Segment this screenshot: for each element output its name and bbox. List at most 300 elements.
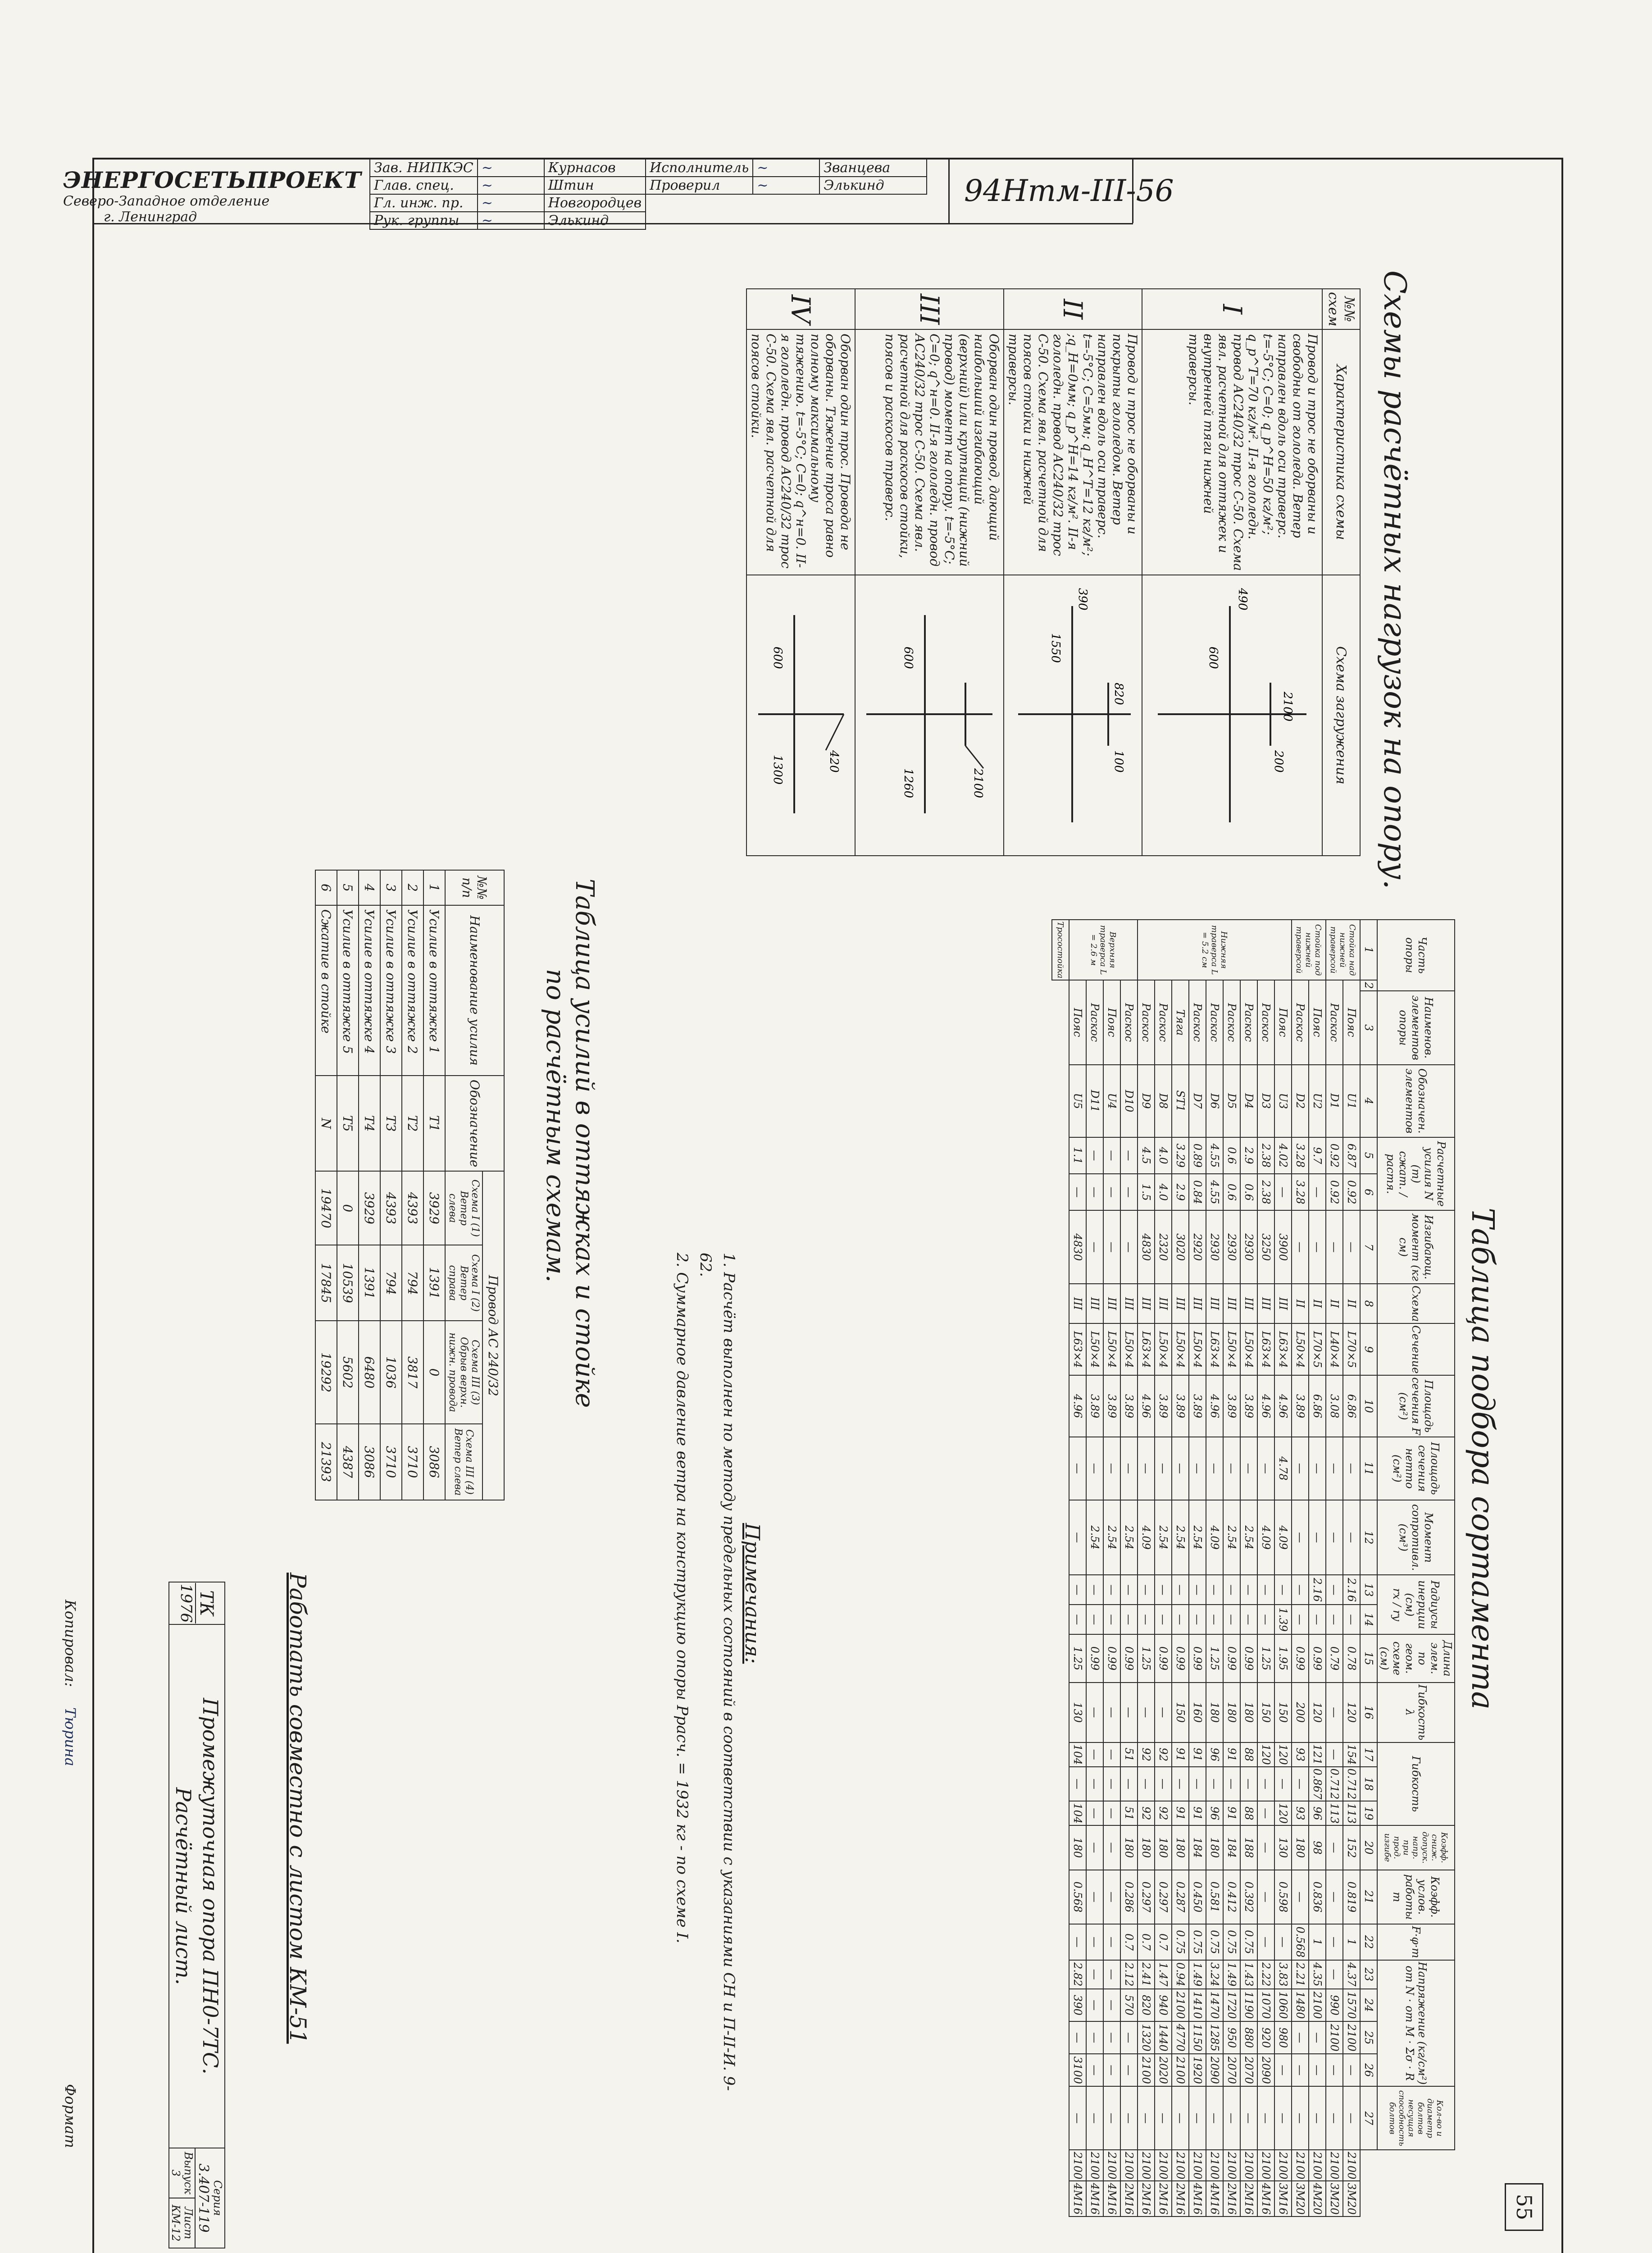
table-cell: 2070 [1223,2054,1240,2086]
table-cell: 0.568 [1069,1870,1086,1925]
table-cell: 0.99 [1309,1634,1326,1682]
table-cell: 2М16 [1138,2181,1155,2217]
col-load: Схема загружения [1322,575,1360,856]
table-cell: 184 [1223,1825,1240,1870]
table-row [402,870,423,1500]
table-cell: 1720 [1223,1989,1240,2021]
table-cell: — [1343,2086,1360,2150]
table-cell: 0.297 [1138,1870,1155,1925]
table-cell: — [1120,1605,1138,1634]
table-cell: 2.54 [1120,1500,1138,1575]
table-cell: 188 [1240,1825,1257,1870]
table-cell: 2.41 [1138,1960,1155,1989]
title-block [168,1582,225,2248]
table-cell: 2100 [1069,2150,1086,2181]
table-cell: 3929 [359,1171,380,1245]
table-cell: 1920 [1189,2054,1206,2086]
table-cell: 3100 [1069,2054,1086,2086]
table-cell: 4387 [337,1424,359,1500]
table-cell: — [1138,2086,1155,2150]
table-cell: — [1257,1825,1274,1870]
h-force-label: Расчетные усилия N (т) [1410,1141,1447,1207]
table-cell: — [1223,1605,1240,1634]
table-cell: 3.08 [1326,1375,1343,1437]
table-cell: L50×4 [1240,1323,1257,1375]
h-section: Сечение [1377,1323,1455,1375]
table-cell: U2 [1309,1065,1326,1137]
table-cell: 2.16 [1309,1575,1326,1605]
table-cell: 4М16 [1189,2181,1206,2217]
table-cell: — [1326,1500,1343,1575]
table-cell: 4.09 [1257,1500,1274,1575]
table-cell: — [1240,1575,1257,1605]
table-cell: 4.35 [1309,1960,1326,1989]
table-cell: — [1155,1683,1172,1742]
table-cell: 2100 [1257,2150,1274,2181]
table-cell: 0.94 [1172,1960,1189,1989]
table-cell: 0.450 [1189,1870,1206,1925]
table-cell: — [1189,2086,1206,2150]
table-cell: D3 [1257,1065,1274,1137]
table-cell: — [1155,1575,1172,1605]
table-cell: 4.96 [1138,1375,1155,1437]
table-cell: — [1172,2086,1189,2150]
stamp-bottom-line [92,223,1133,224]
table-cell: — [1086,1137,1103,1174]
table-cell: — [1120,1767,1138,1801]
notes-block [670,1253,764,2109]
table-cell: 0.867 [1309,1767,1326,1801]
table-cell: — [1103,1174,1120,1210]
table-cell: L50×4 [1103,1323,1120,1375]
table-cell: 104 [1069,1801,1086,1825]
stamp-role: Глав. спец. [370,177,478,194]
dim-label: 2100 [1281,691,1294,722]
table-cell: 390 [1069,1989,1086,2021]
table-cell: 17845 [315,1245,337,1321]
table-cell: 2100 [1309,2150,1326,2181]
stamp-name: Элькинд [544,212,646,229]
copied-block [62,1600,79,2253]
fh-name: Наименование усилия [445,905,504,1076]
stamp-role2: Исполнитель [646,159,753,177]
table-cell: Раскос [1206,980,1223,1065]
index-cell: 4 [1360,1065,1377,1137]
table-cell: — [1326,1210,1343,1284]
table-cell: — [1138,1437,1155,1500]
dim-label: 420 [827,750,841,773]
table-cell: 1320 [1138,2021,1155,2054]
table-cell: III [1206,1284,1223,1323]
table-cell: 113 [1326,1801,1343,1825]
index-row [1360,920,1377,2217]
fh-col: Схема I (1) Ветер слева [445,1171,482,1245]
table-cell: 0.75 [1189,1924,1206,1960]
table-cell: 6.86 [1343,1375,1360,1437]
table-cell: 1 [423,870,445,905]
table-cell: — [1223,1575,1240,1605]
h-fm: F·φ·m [1377,1924,1455,1960]
table-cell: — [1103,2021,1120,2054]
forces-table [315,870,505,1500]
notes-title: Примечания: [741,1523,764,1664]
table-cell: 184 [1189,1825,1206,1870]
table-row [380,870,402,1500]
h-st-sum: Σσ [1403,2047,1416,2062]
scheme-no: I [1142,289,1322,329]
table-cell: 5602 [337,1321,359,1424]
table-cell: — [1257,1767,1274,1801]
table-cell: — [1206,2086,1223,2150]
table-row [1069,920,1086,2217]
table-cell: — [1086,1801,1103,1825]
table-cell: 3.29 [1172,1137,1189,1174]
table-cell: 2920 [1189,1210,1206,1284]
table-row [1052,920,1069,2217]
table-cell: 4.55 [1206,1174,1223,1210]
table-cell: Усилие в оттяжке 1 [423,905,445,1076]
table-cell: L63×4 [1206,1323,1223,1375]
table-cell: 0.99 [1189,1634,1206,1682]
table-cell: 4.09 [1138,1500,1155,1575]
table-cell: 180 [1223,1683,1240,1742]
table-cell: — [1069,1767,1086,1801]
scheme-diagram [746,575,855,856]
table-cell: 3.28 [1292,1174,1309,1210]
table-cell: 0.99 [1086,1634,1103,1682]
table-cell: 2100 [1172,2054,1189,2086]
scheme-desc: Провод и трос не оборваны и покрыты гололедом. Ветер направлен вдоль оси траверс. t=-5°C; C=5мм; q_H^T=12 кг/м²; ;q_H=0мм; q_p^H=14 кг/м². II-я гололедн. провод АС240/32 трос С-50. Схема явл. расчетной для поясов стойки и нижней траверсы. [1004,329,1142,575]
table-cell: 0.99 [1155,1634,1172,1682]
schemes-table [746,288,1361,856]
table-cell: 0.78 [1343,1634,1360,1682]
table-cell: Усилие в оттяжке 4 [359,905,380,1076]
dim-label: 1260 [901,768,915,798]
table-cell: 120 [1343,1683,1360,1742]
table-cell: 3 [380,870,402,905]
table-cell: 4М16 [1086,2181,1103,2217]
index-cell: 10 [1360,1375,1377,1437]
table-cell: 2.9 [1240,1137,1257,1174]
table-cell: — [1326,2086,1343,2150]
table-cell: — [1086,1683,1103,1742]
table-cell: 1.25 [1138,1634,1155,1682]
table-cell: 0.412 [1223,1870,1240,1925]
table-row [1189,920,1206,2217]
org-block [63,167,361,225]
dim-label: 600 [771,646,784,669]
table-cell: 2.54 [1155,1500,1172,1575]
table-cell: D5 [1223,1065,1240,1137]
dim-label: 100 [1112,750,1125,773]
table-cell: 2.82 [1069,1960,1086,1989]
table-cell: 4393 [380,1171,402,1245]
table-cell: 1 [1343,1924,1360,1960]
selection-title: Таблица подбора сортамента [1465,1208,1500,1710]
table-cell: 113 [1343,1801,1360,1825]
table-cell: L70×5 [1343,1323,1360,1375]
index-cell: 1 [1360,920,1377,980]
table-cell: Пояс [1069,980,1086,1065]
table-cell: 0.836 [1309,1870,1326,1925]
h-stress-label: Напряжение (кг/см²) [1416,1961,1429,2085]
table-cell: — [1120,1137,1138,1174]
table-cell: 3250 [1257,1210,1274,1284]
table-cell: Тяга [1172,980,1189,1065]
table-cell: III [1189,1284,1206,1323]
table-cell: — [1343,1437,1360,1500]
table-cell: — [1103,2054,1120,2086]
table-cell: 4393 [402,1171,423,1245]
table-cell: — [1086,1605,1103,1634]
table-cell: 1470 [1206,1989,1223,2021]
table-cell: — [1343,1605,1360,1634]
table-cell: 820 [1138,1989,1155,2021]
index-cell: 15 [1360,1634,1377,1682]
table-cell: — [1138,1767,1155,1801]
table-cell: 0.568 [1292,1924,1309,1960]
table-cell: Раскос [1223,980,1240,1065]
table-cell: III [1086,1284,1103,1323]
stamp-role: Зав. НИПКЭС [370,159,478,177]
table-cell: 1391 [359,1245,380,1321]
table-cell: 0.99 [1103,1634,1120,1682]
table-cell: 2М16 [1223,2181,1240,2217]
table-cell: — [1189,1605,1206,1634]
table-cell: — [1086,1825,1103,1870]
table-cell: — [1120,1437,1138,1500]
table-cell: II [1326,1284,1343,1323]
table-cell: 130 [1069,1683,1086,1742]
table-cell: — [1292,1500,1309,1575]
table-cell: 92 [1138,1742,1155,1767]
table-cell: 21393 [315,1424,337,1500]
series-label: Серия [211,2180,224,2216]
table-cell: — [1120,2054,1138,2086]
table-row [1274,920,1292,2217]
table-cell: 2.16 [1343,1575,1360,1605]
table-cell: 3020 [1172,1210,1189,1284]
fh-wire: Провод АС 240/32 [482,1171,504,1500]
table-cell: 4.96 [1206,1375,1223,1437]
stamp-name: Новгородцев [544,194,646,212]
table-cell: — [1103,1960,1120,1989]
table-row [1206,920,1223,2217]
table-cell: 1285 [1206,2021,1223,2054]
h-bolts-cap: несущая способность болтов [1388,2090,1416,2146]
table-cell: 3.89 [1172,1375,1189,1437]
table-row [1240,920,1257,2217]
table-cell: Раскос [1326,980,1343,1065]
table-cell: 950 [1223,2021,1240,2054]
table-cell: — [1309,2021,1326,2054]
h-rx: rx [1391,1588,1403,1600]
table-cell: 4.37 [1343,1960,1360,1989]
table-row [1103,920,1120,2217]
table-cell: II [1343,1284,1360,1323]
table-cell: 794 [380,1245,402,1321]
table-cell: 5 [337,870,359,905]
table-cell: III [1138,1284,1155,1323]
table-cell: 880 [1240,2021,1257,2054]
table-cell: 0.99 [1172,1634,1189,1682]
table-cell: 4М16 [1069,2181,1086,2217]
table-cell: 1070 [1257,1989,1274,2021]
h-ry: ry [1391,1610,1403,1621]
scheme-no: IV [746,289,855,329]
table-cell: — [1103,1767,1120,1801]
table-cell: 160 [1189,1683,1206,1742]
table-cell: 0.89 [1189,1137,1206,1174]
table-cell: 0.819 [1343,1870,1360,1925]
h-bolts-label: Кол-во и диаметр болтов [1416,2098,1444,2138]
table-cell: 154 [1343,1742,1360,1767]
table-cell: — [1274,1767,1292,1801]
index-cell: 25 [1360,2021,1377,2054]
table-cell: 2.54 [1172,1500,1189,1575]
index-cell: 17 [1360,1742,1377,1767]
table-cell: — [1292,1870,1309,1925]
org-sub1: Северо-Западное отделение [63,193,270,209]
table-cell: 98 [1309,1825,1326,1870]
sheet-title [169,1624,225,2148]
table-cell: Раскос [1292,980,1309,1065]
sheet: КМ-12 [169,2204,182,2242]
table-cell: — [1292,1767,1309,1801]
table-cell: U5 [1069,1065,1086,1137]
table-cell: 0.7 [1138,1924,1155,1960]
table-cell: Раскос [1189,980,1206,1065]
forces-body [315,870,445,1500]
table-cell: — [1240,2086,1257,2150]
h-moment: Изгибающ. момент (кг см) [1377,1210,1455,1284]
table-cell: 0.79 [1326,1634,1343,1682]
scheme-desc: Оборван один провод, дающий наибольший изгибающий (верхний) или крутящий (нижний провод) момент на опору. t=-5°C; C=0; q^н=0. II-я гололедн. провод АС240/32 трос С-50. Схема явл. расчетной для раскосов стойки, поясов и раскосов траверс. [855,329,1004,575]
table-cell: 92 [1155,1742,1172,1767]
table-cell: 3817 [402,1321,423,1424]
work-note [285,1573,311,2044]
table-cell: 1.95 [1274,1634,1292,1682]
table-cell: 2.22 [1257,1960,1274,1989]
table-cell: 150 [1274,1683,1292,1742]
table-cell: L70×5 [1309,1323,1326,1375]
table-cell: — [1309,2086,1326,2150]
table-cell: 3900 [1274,1210,1292,1284]
page-number: 55 [1505,2183,1543,2231]
table-cell: 19292 [315,1321,337,1424]
table-cell: 0.99 [1240,1634,1257,1682]
table-cell: 180 [1138,1825,1155,1870]
table-cell: Усилие в оттяжке 2 [402,905,423,1076]
table-cell: 3086 [423,1424,445,1500]
table-cell: Раскос [1138,980,1155,1065]
table-cell: U4 [1103,1065,1120,1137]
table-cell: — [1086,1174,1103,1210]
table-cell: — [1120,1683,1138,1742]
table-cell: 6.87 [1343,1137,1360,1174]
table-cell: — [1257,1870,1274,1925]
table-cell: — [1086,1742,1103,1767]
scheme-no: III [855,289,1004,329]
stamp-name: Курнасов [544,159,646,177]
table-cell: T4 [359,1076,380,1171]
table-cell: 0.99 [1292,1634,1309,1682]
h-flex: Гибкость [1377,1742,1455,1825]
table-cell: — [1326,1742,1343,1767]
dim-label: 390 [1076,588,1089,611]
h-coef-cmp: Коэфф. сниж. допуск. напр. при прод. изгибе [1377,1825,1455,1870]
table-cell: 1.25 [1206,1634,1223,1682]
series: 3.407-119 [196,2163,212,2233]
table-cell: U3 [1274,1065,1292,1137]
table-cell: 1410 [1189,1989,1206,2021]
table-cell: 2100 [1172,2150,1189,2181]
table-cell: — [1172,1575,1189,1605]
selection-body [1052,920,1360,2217]
table-cell: 3.89 [1292,1375,1309,1437]
table-cell: 2М16 [1240,2181,1257,2217]
table-cell: 180 [1240,1683,1257,1742]
table-cell: — [1069,1174,1086,1210]
table-cell: II [1309,1284,1326,1323]
table-cell: — [1069,1437,1086,1500]
table-cell: — [1103,2086,1120,2150]
part-cell: Тросостойка [1052,920,1069,980]
table-cell: 4.96 [1274,1375,1292,1437]
table-cell: 0.598 [1274,1870,1292,1925]
table-cell: — [1189,1767,1206,1801]
table-cell: 0.92 [1326,1174,1343,1210]
dim-label: 1300 [771,754,784,785]
h-stress: Напряжение (кг/см²) от N · от M · Σσ · R [1377,1960,1455,2087]
h-bolts [1377,2086,1455,2150]
table-cell: 2.9 [1172,1174,1189,1210]
table-cell: — [1086,2021,1103,2054]
table-cell: — [1086,1210,1103,1284]
table-cell: 4.02 [1274,1137,1292,1174]
table-cell: — [1240,1437,1257,1500]
table-cell: — [1292,2086,1309,2150]
table-cell: 2.38 [1257,1174,1274,1210]
note-2: 2. Суммарное давление ветра на конструкцию опоры Ррасч. = 1932 кг - по схеме I. [673,1253,691,1943]
table-cell: — [1069,2086,1086,2150]
table-cell: III [1155,1284,1172,1323]
table-cell: — [1189,1437,1206,1500]
table-cell: 2100 [1223,2150,1240,2181]
table-cell: — [1309,1437,1326,1500]
table-cell: 0.712 [1326,1767,1343,1801]
table-cell: 2100 [1155,2150,1172,2181]
table-cell: — [1103,1742,1120,1767]
table-cell: 2100 [1120,2150,1138,2181]
table-cell: 1190 [1240,1989,1257,2021]
table-cell: 570 [1120,1989,1138,2021]
table-cell: 4770 [1172,2021,1189,2054]
table-cell: 4.09 [1206,1500,1223,1575]
table-cell: — [1103,1137,1120,1174]
table-cell: — [1326,1825,1343,1870]
table-cell: 2М16 [1172,2181,1189,2217]
index-cell: 26 [1360,2054,1377,2086]
table-cell: 1.47 [1155,1960,1172,1989]
table-cell: 2100 [1138,2054,1155,2086]
h-part: Часть опоры [1377,920,1455,991]
table-cell: — [1240,1605,1257,1634]
table-cell: 93 [1292,1801,1309,1825]
index-cell: 22 [1360,1924,1377,1960]
h-force-comp: сжат. [1397,1151,1410,1190]
table-cell: — [1155,1767,1172,1801]
